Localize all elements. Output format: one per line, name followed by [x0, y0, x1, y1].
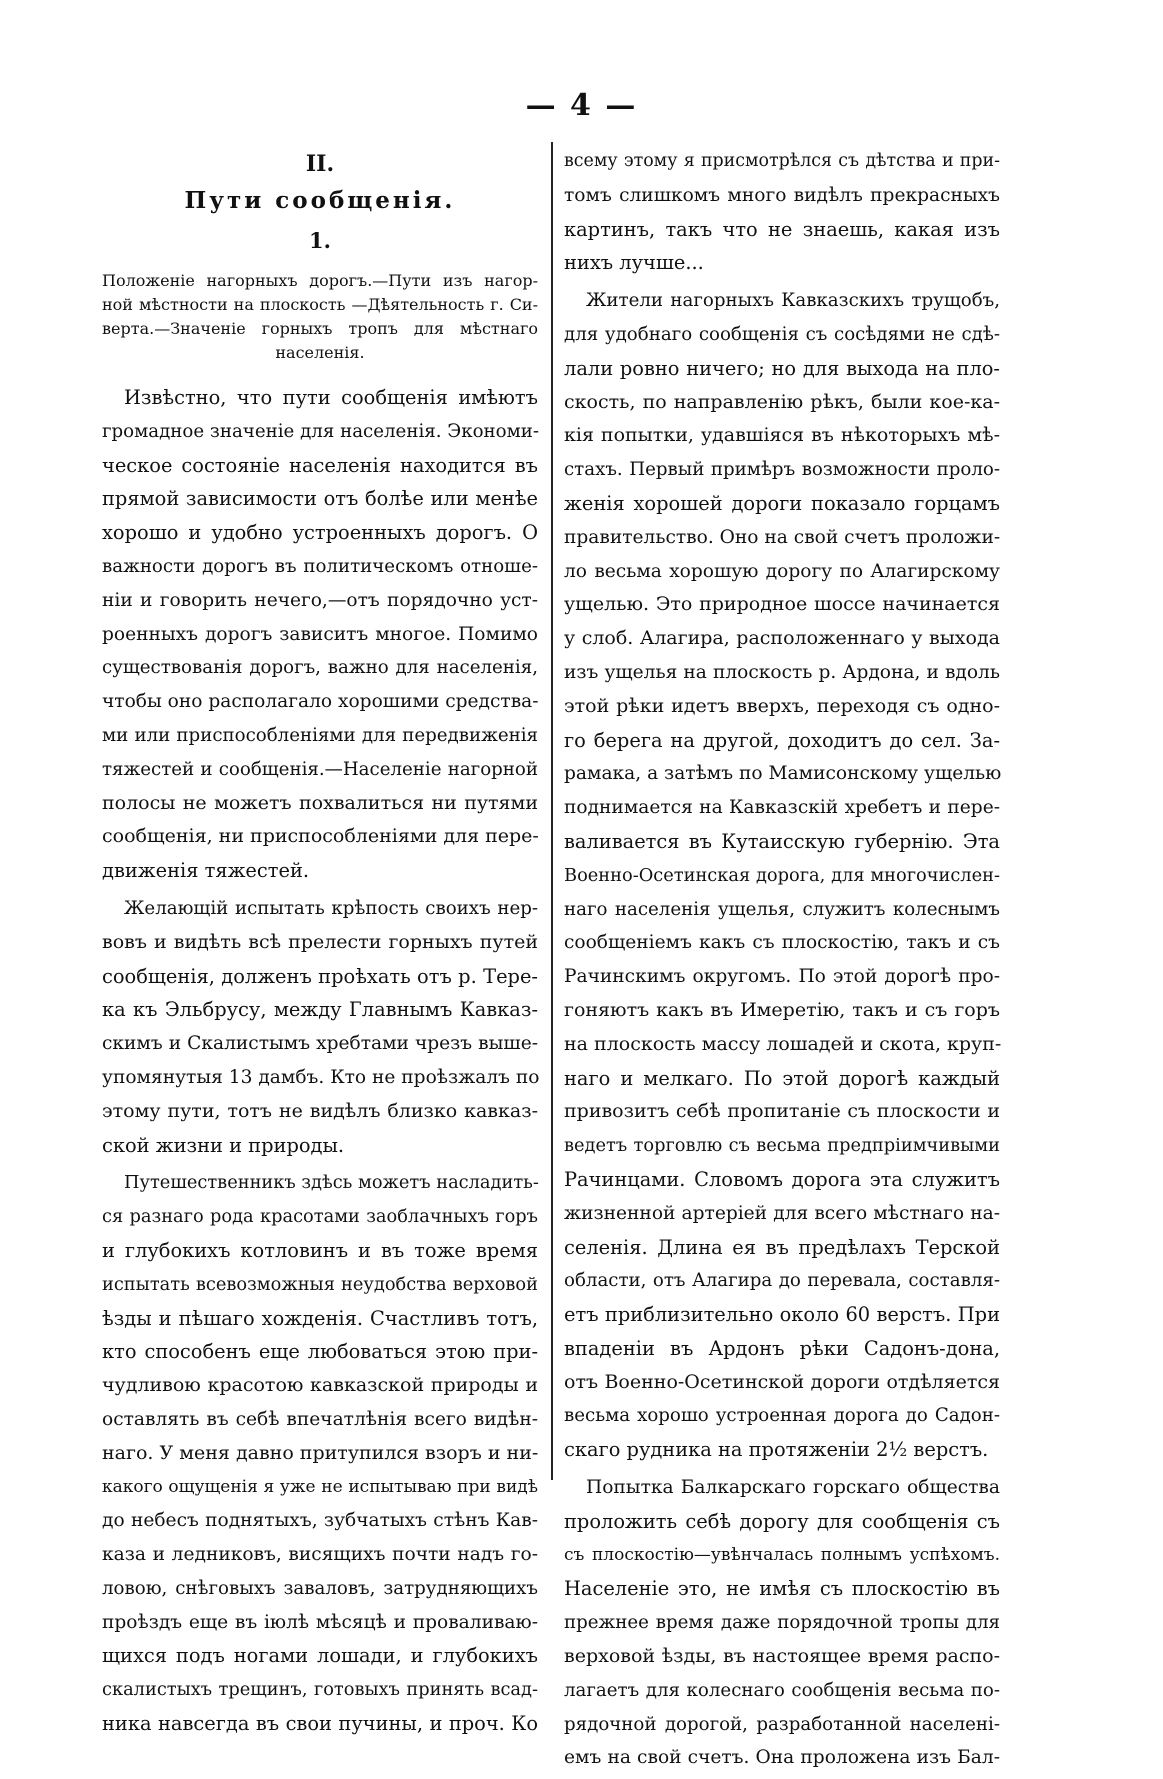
- text-line: какого ощущенія я уже не испытываю при видѣ: [102, 1476, 538, 1497]
- text-line: проѣздъ еще въ іюлѣ мѣсяцѣ и проваливаю-: [102, 1611, 538, 1633]
- text-line: оставлять въ себѣ впечатлѣнія всего видѣн-: [102, 1408, 538, 1430]
- paragraph: [564, 284, 1000, 1467]
- text-line: отъ Военно-Осетинской дороги отдѣляется: [564, 1370, 1000, 1393]
- text-line: чудливою красотою кавказской природы и: [102, 1374, 538, 1397]
- text-line: сообщенія, ни приспособленіями для пере-: [102, 825, 539, 848]
- text-line: громадное значеніе для населенія. Экономи-: [102, 420, 540, 442]
- text-line: селенія. Длина ея въ предѣлахъ Терской: [564, 1235, 1000, 1259]
- text-line: го берега на другой, доходитъ до сел. За-: [564, 728, 1000, 752]
- text-line: ло весьма хорошую дорогу по Алагирскому: [564, 560, 1000, 582]
- text-line: и глубокихъ котловинъ и въ тоже время: [102, 1238, 538, 1262]
- text-line: хорошо и удобно устроенныхъ дорогъ. О: [102, 521, 538, 545]
- text-line: вовъ и видѣть всѣ прелести горныхъ путей: [102, 930, 538, 953]
- text-line: у слоб. Алагира, расположеннаго у выхода: [564, 627, 1000, 650]
- text-line: испытать всевозможныя неудобства верховой: [102, 1273, 538, 1295]
- summary-line: ной мѣстности на плоскость —Дѣятельность г. Си-: [102, 295, 538, 314]
- paragraph: [102, 1166, 538, 1741]
- text-line: прямой зависимости отъ болѣе или менѣе: [102, 487, 538, 511]
- left-column: [102, 145, 538, 1745]
- text-line: Рачинскимъ округомъ. По этой дорогѣ про-: [564, 966, 1000, 988]
- text-line: женія хорошей дороги показало горцамъ: [564, 491, 1000, 515]
- text-line: Жители нагорныхъ Кавказскихъ трущобъ,: [586, 290, 1000, 312]
- text-line: каза и ледниковъ, висящихъ почти надъ го-: [102, 1544, 538, 1566]
- text-line: правительство. Оно на свой счетъ проложи-: [564, 526, 1001, 548]
- text-line: ка къ Эльбрусу, между Главнымъ Кавказ-: [102, 998, 538, 1022]
- text-line: емъ на свой счетъ. Она проложена изъ Бал-: [564, 1747, 1000, 1769]
- text-line: для удобнаго сообщенія съ сосѣдями не сдѣ-: [564, 323, 1000, 345]
- text-line: важности дорогъ въ политическомъ отноше-: [102, 555, 538, 577]
- text-line: весьма хорошо устроенная дорога до Садон-: [564, 1405, 1000, 1427]
- text-line: наго населенія ущелья, служитъ колеснымъ: [564, 898, 1000, 920]
- text-line: движенія тяжестей.: [102, 859, 310, 883]
- text-line: картинъ, такъ что не знаешь, какая изъ: [564, 217, 1000, 241]
- text-line: ческое состояніе населенія находится въ: [102, 453, 538, 477]
- text-line: етъ приблизительно около 60 верстъ. При: [564, 1303, 1000, 1327]
- text-line: рамака, а затѣмъ по Мамисонскому ущелью: [564, 763, 1002, 785]
- text-line: скаго рудника на протяженіи 2½ верстъ.: [564, 1438, 989, 1462]
- text-line: валивается въ Кутаисскую губернію. Эта: [564, 829, 1000, 853]
- paragraph: [102, 381, 538, 888]
- text-line: гоняютъ какъ въ Имеретію, такъ и съ горъ: [564, 998, 1000, 1021]
- paragraph: [564, 145, 1000, 280]
- text-line: существованія дорогъ, важно для населенія,: [102, 657, 538, 679]
- text-line: этому пути, тотъ не видѣлъ близко кавказ-: [102, 1099, 538, 1122]
- text-line: полосы не можетъ похвалиться ни путями: [102, 791, 538, 814]
- paragraph: [102, 892, 538, 1162]
- text-line: ми или приспособленіями для передвиженія: [102, 724, 538, 746]
- text-line: верховой ѣзды, въ настоящее время распо-: [564, 1645, 1000, 1668]
- text-line: чтобы оно располагало хорошими средства-: [102, 691, 539, 713]
- text-line: наго. У меня давно притупился взоръ и ни-: [102, 1441, 539, 1464]
- text-line: всему этому я присмотрѣлся съ дѣтства и при-: [564, 151, 1000, 171]
- text-line: наго и мелкаго. По этой дорогѣ каждый: [564, 1066, 1000, 1090]
- chapter-number: II.: [305, 151, 335, 177]
- paragraph: [564, 1471, 1000, 1775]
- summary-line: населенія.: [275, 343, 365, 362]
- text-line: привозитъ себѣ пропитаніе съ плоскости и: [564, 1100, 1000, 1123]
- text-line: рядочной дорогой, разработанной населені-: [564, 1713, 1000, 1735]
- text-line: сообщеніемъ какъ съ плоскостію, такъ и съ: [564, 932, 1000, 954]
- text-line: скимъ и Скалистымъ хребтами чрезъ выше-: [102, 1033, 538, 1055]
- text-line: скость, по направленію рѣкъ, были кое-ка-: [564, 390, 1000, 413]
- text-line: прежнее время даже порядочной тропы для: [564, 1612, 1000, 1634]
- text-line: жизненной артеріей для всего мѣстнаго на-: [564, 1202, 1000, 1224]
- text-line: тяжестей и сообщенія.—Населеніе нагорной: [102, 758, 538, 780]
- summary-line: верта.—Значеніе горныхъ тропъ для мѣстнаго: [102, 319, 538, 338]
- text-line: Извѣстно, что пути сообщенія имѣютъ: [124, 386, 538, 409]
- text-line: Военно-Осетинская дорога, для многочислен-: [564, 864, 1000, 886]
- text-line: ника навсегда въ свои пучины, и проч. Ко: [102, 1712, 538, 1736]
- text-line: впаденіи въ Ардонъ рѣки Садонъ-дона,: [564, 1336, 1000, 1360]
- text-line: на плоскость массу лошадей и скота, круп-: [564, 1032, 1002, 1055]
- text-line: стахъ. Первый примѣръ возможности проло-: [564, 459, 1000, 481]
- text-line: поднимается на Кавказскій хребетъ и пере-: [564, 797, 1000, 819]
- text-line: изъ ущелья на плоскость р. Ардона, и вдоль: [564, 661, 1000, 683]
- section-summary: [102, 269, 538, 365]
- text-line: области, отъ Алагира до перевала, составля-: [564, 1270, 1000, 1292]
- right-column: [564, 145, 1000, 1779]
- text-line: ніи и говорить нечего,—отъ порядочно уст-: [102, 589, 538, 611]
- text-line: томъ слишкомъ много видѣлъ прекрасныхъ: [564, 184, 1000, 206]
- text-line: Попытка Балкарскаго горскаго общества: [586, 1477, 1000, 1499]
- text-line: этой рѣки идетъ вверхъ, переходя съ одно-: [564, 694, 1000, 717]
- page-number: — 4 —: [525, 88, 638, 123]
- text-line: Желающій испытать крѣпость своихъ нер-: [124, 897, 538, 919]
- text-line: роенныхъ дорогъ зависитъ многое. Помимо: [102, 623, 538, 645]
- text-line: скалистыхъ трещинъ, готовыхъ принять всад-: [102, 1679, 538, 1701]
- text-line: ся разнаго рода красотами заоблачныхъ горъ: [102, 1206, 538, 1228]
- section-number: 1.: [309, 228, 331, 253]
- text-line: проложить себѣ дорогу для сообщенія съ: [564, 1509, 1000, 1533]
- chapter-title: Пути сообщенія.: [184, 187, 456, 214]
- text-line: кія попытки, удавшіяся въ нѣкоторыхъ мѣ-: [564, 424, 1000, 447]
- text-line: Населеніе это, не имѣя съ плоскостію въ: [564, 1577, 1000, 1601]
- text-line: упомянутыя 13 дамбъ. Кто не проѣзжалъ по: [102, 1066, 540, 1088]
- text-line: лагаетъ для колеснаго сообщенія весьма по-: [564, 1679, 1000, 1701]
- text-line: ской жизни и природы.: [102, 1133, 345, 1157]
- text-line: ловою, снѣговыхъ заваловъ, затрудняющихъ: [102, 1577, 538, 1599]
- text-line: лали ровно ничего; но для выхода на пло-: [564, 356, 1000, 380]
- text-line: щихся подъ ногами лошади, и глубокихъ: [102, 1644, 538, 1668]
- text-line: ведетъ торговлю съ весьма предпріимчивыми: [564, 1135, 1000, 1157]
- summary-line: Положеніе нагорныхъ дорогъ.—Пути изъ нагор-: [102, 271, 538, 290]
- text-line: до небесъ поднятыхъ, зубчатыхъ стѣнъ Кав-: [102, 1510, 538, 1532]
- text-line: ѣзды и пѣшаго хожденія. Счастливъ тотъ,: [102, 1306, 538, 1330]
- text-line: ущелью. Это природное шоссе начинается: [564, 593, 1000, 616]
- text-line: сообщенія, долженъ проѣхать отъ р. Тере-: [102, 964, 538, 988]
- column-divider: [551, 142, 553, 1480]
- text-line: кто способенъ еще любоваться этою при-: [102, 1340, 538, 1364]
- text-line: Рачинцами. Словомъ дорога эта служитъ: [564, 1167, 1000, 1191]
- text-line: съ плоскостію—увѣнчалась полнымъ успѣхомъ.: [564, 1544, 1000, 1565]
- text-line: нихъ лучше...: [564, 251, 704, 275]
- text-line: Путешественникъ здѣсь можетъ насладить-: [124, 1172, 539, 1194]
